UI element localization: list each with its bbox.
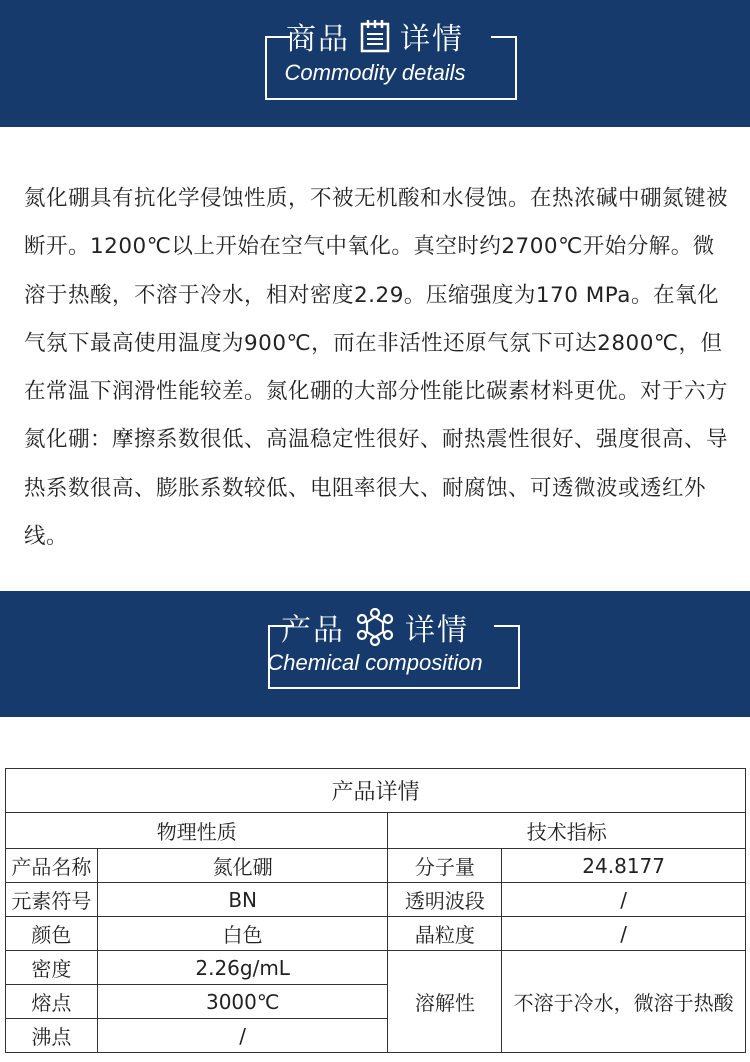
banner-title-left: 产品 — [281, 613, 345, 648]
banner-title — [0, 14, 750, 58]
row-label: 熔点 — [6, 985, 98, 1019]
commodity-details-banner — [0, 0, 750, 127]
row-value: 白色 — [97, 917, 388, 951]
section-physical-properties: 物理性质 — [6, 813, 388, 849]
row-value: 2.26g/mL — [97, 951, 388, 985]
notepad-icon — [360, 19, 390, 53]
banner-title — [0, 605, 750, 649]
row-label: 晶粒度 — [388, 917, 502, 951]
row-label: 沸点 — [6, 1019, 98, 1053]
row-value: 氮化硼 — [97, 849, 388, 883]
row-value: / — [97, 1019, 388, 1053]
row-label: 分子量 — [388, 849, 502, 883]
banner-title-left: 商品 — [286, 22, 350, 57]
banner-subtitle: Commodity details — [284, 60, 466, 85]
table-section-row — [6, 813, 746, 849]
table-row — [6, 849, 746, 883]
table-row — [6, 917, 746, 951]
row-value: BN — [97, 883, 388, 917]
solubility-value: 不溶于冷水，微溶于热酸 — [502, 951, 746, 1053]
row-value: 24.8177 — [502, 849, 746, 883]
table-caption-row — [6, 769, 746, 813]
table-row — [6, 883, 746, 917]
row-value: / — [502, 917, 746, 951]
banner-subtitle: Chemical composition — [267, 650, 483, 675]
row-label: 颜色 — [6, 917, 98, 951]
solubility-label: 溶解性 — [388, 951, 502, 1053]
table-row — [6, 951, 746, 985]
product-description: 氮化硼具有抗化学侵蚀性质，不被无机酸和水侵蚀。在热浓碱中硼氮键被断开。1200℃以上开始在空气中氧化。真空时约2700℃开始分解。微溶于热酸，不溶于冷水，相对密度2.29。压缩强度为170 MPa。在氧化气氛下最高使用温度为900℃，而在非活性还原气氛下可达2800℃，但在常温下润滑性能较差。氮化硼的大部分性能比碳素材料更优。对于六方氮化硼：摩擦系数很低、高温稳定性很好、耐热震性很好、强度很高、导热系数很高、膨胀系数较低、电阻率很大、耐腐蚀、可透微波或透红外线。 — [24, 186, 729, 550]
row-label: 密度 — [6, 951, 98, 985]
banner-title-right: 详情 — [400, 22, 464, 57]
section-technical-specs: 技术指标 — [388, 813, 746, 849]
molecule-icon — [355, 608, 395, 646]
row-value: 3000℃ — [97, 985, 388, 1019]
banner-title-right: 详情 — [405, 613, 469, 648]
product-spec-table — [5, 768, 746, 1053]
row-label: 透明波段 — [388, 883, 502, 917]
row-label: 产品名称 — [6, 849, 98, 883]
row-label: 元素符号 — [6, 883, 98, 917]
table-caption: 产品详情 — [6, 769, 746, 813]
row-value: / — [502, 883, 746, 917]
